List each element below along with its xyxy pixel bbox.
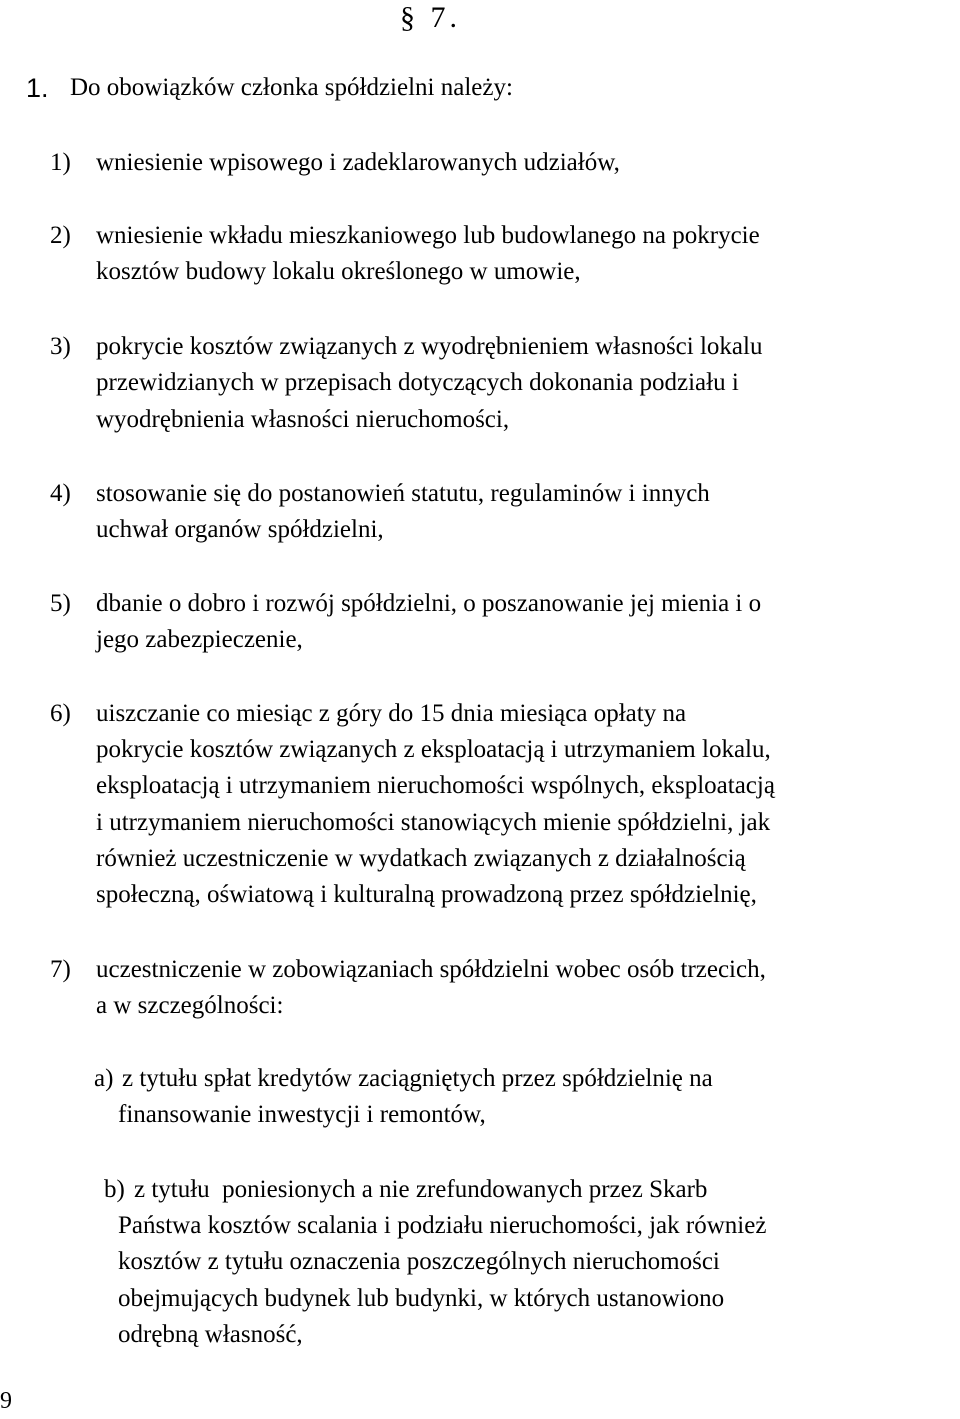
list-item-line: kosztów budowy lokalu określonego w umowie, xyxy=(96,258,581,285)
list-item-line: pokrycie kosztów związanych z wyodrębnieniem własności lokalu xyxy=(96,333,763,360)
list-item-line: jego zabezpieczenie, xyxy=(96,626,303,653)
subitem-line: finansowanie inwestycji i remontów, xyxy=(118,1101,486,1128)
list-item-number: 2) xyxy=(50,222,71,249)
paragraph-intro: Do obowiązków członka spółdzielni należy: xyxy=(70,74,513,101)
paragraph-number: 1. xyxy=(26,73,49,103)
subitem-line: obejmujących budynek lub budynki, w których ustanowiono xyxy=(118,1285,725,1312)
list-item-line: wniesienie wkładu mieszkaniowego lub budowlanego na pokrycie xyxy=(96,222,760,249)
list-item-line: społeczną, oświatową i kulturalną prowadzoną przez spółdzielnię, xyxy=(96,881,757,908)
list-item-line: eksploatacją i utrzymaniem nieruchomości wspólnych, eksploatacją xyxy=(96,772,775,799)
subitem-line: Państwa kosztów scalania i podziału nieruchomości, jak również xyxy=(118,1212,767,1239)
list-item-line: a w szczególności: xyxy=(96,992,284,1019)
list-item-line: uczestniczenie w zobowiązaniach spółdzielni wobec osób trzecich, xyxy=(96,956,766,983)
list-item-line: stosowanie się do postanowień statutu, regulaminów i innych xyxy=(96,480,710,507)
subitem-line: odrębną własność, xyxy=(118,1321,303,1348)
list-item-line: i utrzymaniem nieruchomości stanowiących mienie spółdzielni, jak xyxy=(96,809,771,836)
list-item-number: 4) xyxy=(50,480,71,507)
list-item-line: dbanie o dobro i rozwój spółdzielni, o poszanowanie jej mienia i o xyxy=(96,590,762,617)
list-item-line: uchwał organów spółdzielni, xyxy=(96,516,384,543)
list-item-number: 6) xyxy=(50,700,71,727)
list-item-line: wyodrębnienia własności nieruchomości, xyxy=(96,406,510,433)
subitem-line: z tytułu poniesionych a nie zrefundowanych przez Skarb xyxy=(134,1176,708,1203)
list-item-line: pokrycie kosztów związanych z eksploatacją i utrzymaniem lokalu, xyxy=(96,736,771,763)
list-item-number: 3) xyxy=(50,333,71,360)
list-item-line: również uczestniczenie w wydatkach związanych z działalnością xyxy=(96,845,746,872)
subitem-label: a) xyxy=(94,1065,114,1092)
subitem-line: z tytułu spłat kredytów zaciągniętych przez spółdzielnię na xyxy=(122,1065,713,1092)
list-item-number: 7) xyxy=(50,956,71,983)
subitem-line: kosztów z tytułu oznaczenia poszczególnych nieruchomości xyxy=(118,1248,720,1275)
list-item-line: wniesienie wpisowego i zadeklarowanych udziałów, xyxy=(96,149,620,176)
list-item-number: 1) xyxy=(50,149,71,176)
list-item-number: 5) xyxy=(50,590,71,617)
subitem-label: b) xyxy=(104,1176,125,1203)
list-item-line: uiszczanie co miesiąc z góry do 15 dnia miesiąca opłaty na xyxy=(96,700,687,727)
section-heading: § 7. xyxy=(400,1,461,34)
page-number: 9 xyxy=(0,1388,12,1414)
list-item-line: przewidzianych w przepisach dotyczących dokonania podziału i xyxy=(96,369,739,396)
